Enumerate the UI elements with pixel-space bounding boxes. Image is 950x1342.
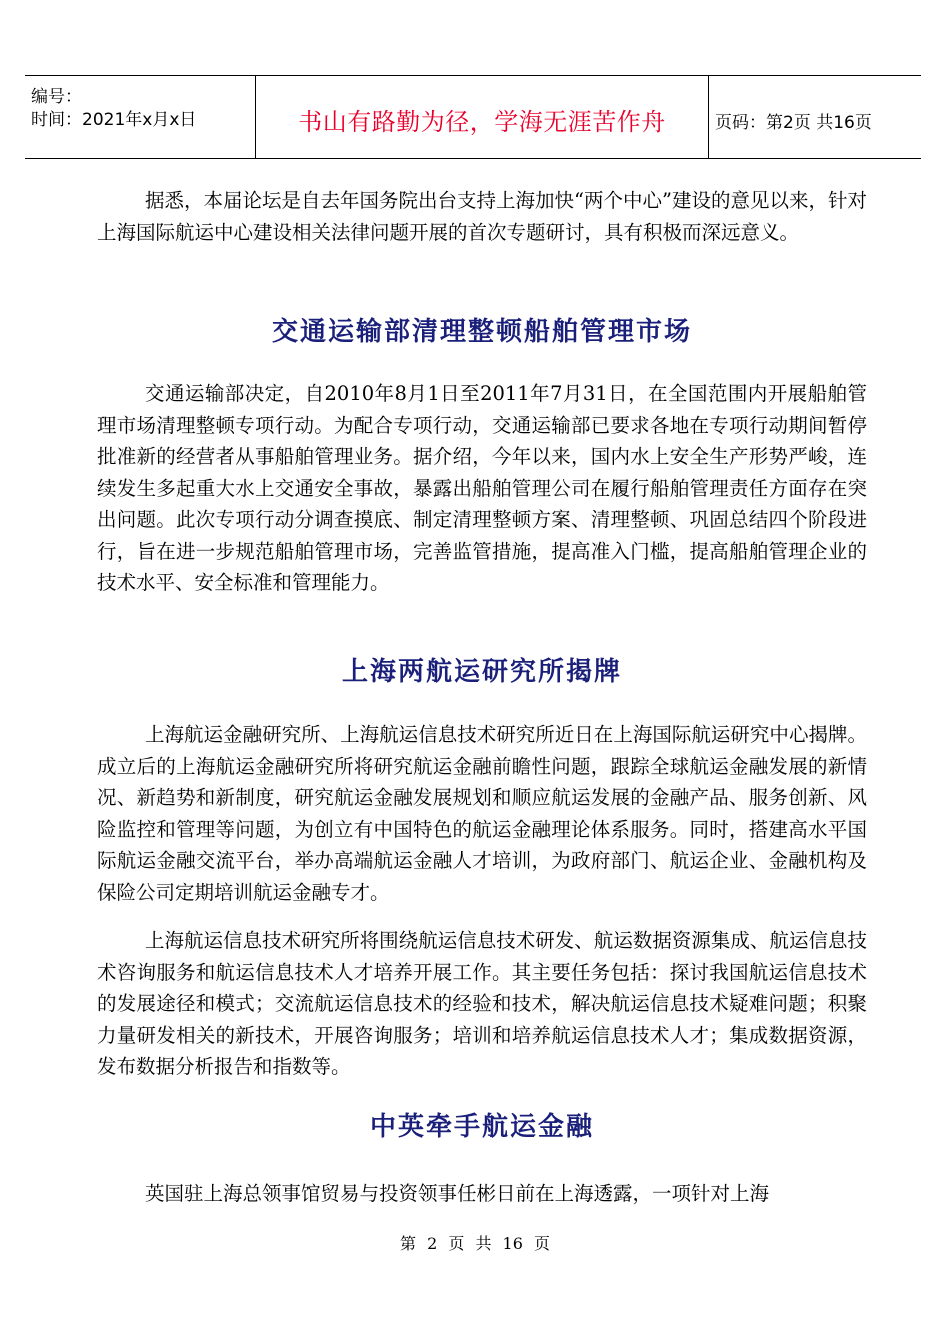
date-label: 时间：2021年x月x日	[31, 110, 197, 130]
section-title: 交通运输部清理整顿船舶管理市场	[271, 317, 692, 347]
header-middle-cell	[255, 76, 709, 158]
page-header	[25, 75, 921, 159]
section-paragraph: 英国驻上海总领事馆贸易与投资领事任彬日前在上海透露，一项针对上海	[145, 1182, 770, 1205]
header-right-cell	[707, 76, 921, 158]
section-title: 中英牵手航运金融	[369, 1112, 594, 1142]
header-left-cell	[25, 76, 255, 158]
section-paragraph: 交通运输部决定，自2010年8月1日至2011年7月31日，在全国范围内开展船舶管理市场清理整顿专项行动。为配合专项行动，交通运输部已要求各地在专项行动期间暂停批准新的经营者从事船舶管理业务。据介绍，今年以来，国内水上安全生产形势严峻，连续发生多起重大水上交通安全事故，暴露出船舶管理公司在履行船舶管理责任方面存在突出问题。此次专项行动分调查摸底、制定清理整顿方案、清理整顿、巩固总结四个阶段进行，旨在进一步规范船舶管理市场，完善监管措施，提高准入门槛，提高船舶管理企业的技术水平、安全标准和管理能力。	[97, 382, 867, 594]
section-paragraph: 上海航运金融研究所、上海航运信息技术研究所近日在上海国际航运研究中心揭牌。成立后的上海航运金融研究所将研究航运金融前瞻性问题，跟踪全球航运金融发展的新情况、新趋势和新制度，研究航运金融发展规划和顺应航运发展的金融产品、服务创新、风险监控和管理等问题，为创立有中国特色的航运金融理论体系服务。同时，搭建高水平国际航运金融交流平台，举办高端航运金融人才培训，为政府部门、航运企业、金融机构及保险公司定期培训航运金融专才。	[97, 723, 867, 904]
serial-label: 编号：	[31, 87, 82, 107]
section-title: 上海两航运研究所揭牌	[341, 657, 622, 687]
header-motto: 书山有路勤为径，学海无涯苦作舟	[298, 108, 666, 136]
header-page-info: 页码：第2页 共16页	[715, 113, 872, 133]
section-paragraph: 上海航运信息技术研究所将围绕航运信息技术研发、航运数据资源集成、航运信息技术咨询服务和航运信息技术人才培养开展工作。其主要任务包括：探讨我国航运信息技术的发展途径和模式；交流航运信息技术的经验和技术，解决航运信息技术疑难问题；积聚力量研发相关的新技术，开展咨询服务；培训和培养航运信息技术人才；集成数据资源，发布数据分析报告和指数等。	[97, 929, 867, 1078]
intro-paragraph: 据悉，本届论坛是自去年国务院出台支持上海加快“两个中心”建设的意见以来，针对上海国际航运中心建设相关法律问题开展的首次专题研讨，具有积极而深远意义。	[97, 189, 867, 244]
page-footer: 第 2 页 共 16 页	[400, 1234, 550, 1253]
